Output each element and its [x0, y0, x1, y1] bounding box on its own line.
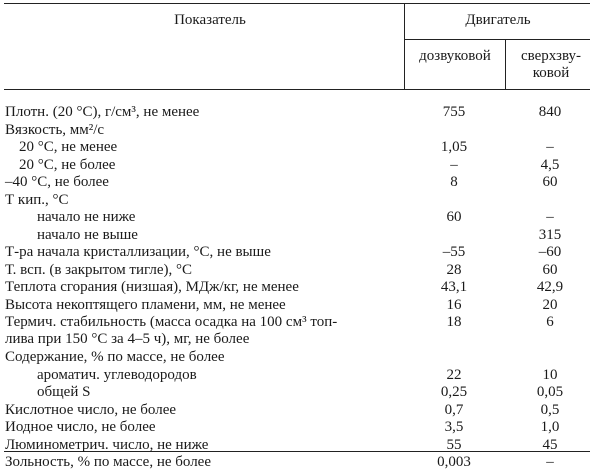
cell-supersonic: 840: [538, 104, 562, 120]
cell-subsonic: 1,05: [440, 139, 468, 155]
cell-subsonic: 0,003: [437, 454, 471, 470]
cell-supersonic: –: [546, 209, 554, 225]
header-subsonic: дозвуковой: [419, 48, 491, 64]
table-row: [0, 402, 596, 420]
row-label: [5, 437, 405, 454]
header-engine: Двигатель: [465, 12, 531, 28]
cell-supersonic: 0,05: [536, 384, 564, 400]
cell-subsonic: –: [450, 156, 458, 173]
header-indicator: Показатель: [174, 12, 246, 28]
table-row: [0, 384, 596, 402]
row-label: [19, 157, 419, 174]
table-row: [0, 122, 596, 140]
row-label-text: Теплота сгорания (низшая), МДж/кг, не менее: [5, 279, 299, 295]
row-label-text: Вязкость, мм²/с: [5, 121, 105, 138]
row-label: [5, 174, 405, 191]
cell-subsonic: 18: [446, 314, 462, 330]
table-row: [0, 157, 596, 175]
table-row: [0, 349, 596, 367]
row-label-text: Высота некоптящего пламени, мм, не менее: [5, 296, 286, 313]
row-label: [5, 349, 405, 366]
table-row: [0, 262, 596, 280]
cell-supersonic: 0,5: [540, 401, 560, 418]
row-label-text: Т-ра начала кристаллизации, °С, не выше: [5, 244, 271, 260]
row-label: [37, 384, 437, 401]
header-supersonic-line2: ковой: [532, 65, 570, 81]
cell-subsonic: –55: [442, 244, 466, 260]
row-label: [37, 367, 437, 384]
cell-subsonic: 22: [446, 366, 462, 383]
row-label-text: Термич. стабильность (масса осадка на 100 см³ топ-: [5, 314, 338, 330]
table-row: [0, 244, 596, 262]
cell-supersonic: –: [546, 454, 554, 470]
row-label: [5, 122, 405, 139]
header-bottom-rule: [4, 89, 590, 90]
row-label: [5, 419, 405, 436]
cell-subsonic: 55: [446, 436, 462, 453]
table-row: [0, 314, 596, 349]
cell-subsonic: 3,5: [444, 419, 464, 435]
table-row: [0, 297, 596, 315]
row-label-text: –40 °С, не более: [5, 174, 109, 190]
row-label-text-continued: лива при 150 °С за 4–5 ч), мг, не более: [5, 331, 250, 347]
row-label-text: 20 °С, не менее: [19, 139, 118, 155]
row-label: [37, 209, 437, 226]
table-row: [0, 279, 596, 297]
cell-supersonic: 1,0: [540, 419, 560, 435]
cell-supersonic: 10: [542, 366, 558, 383]
table-row: [0, 139, 596, 157]
top-rule: [4, 3, 590, 4]
row-label: [5, 279, 405, 296]
cell-subsonic: 28: [446, 261, 462, 278]
header-supersonic-line1: сверхзву-: [520, 48, 582, 64]
row-label-text: Т кип., °С: [5, 191, 69, 208]
header-supersonic: [506, 48, 596, 82]
row-label-text: Плотн. (20 °С), г/см³, не менее: [5, 104, 200, 120]
cell-supersonic: 45: [542, 436, 558, 453]
row-label: [5, 262, 405, 279]
row-label-text: Иодное число, не более: [5, 419, 156, 435]
cell-subsonic: 60: [446, 209, 462, 225]
table-row: [0, 419, 596, 437]
table-row: [0, 209, 596, 227]
cell-supersonic: 4,5: [540, 156, 560, 173]
row-label-text: начало не выше: [37, 226, 138, 243]
cell-supersonic: 60: [542, 261, 558, 278]
table-row: [0, 192, 596, 210]
row-label-text: Т. всп. (в закрытом тигле), °С: [5, 261, 193, 278]
cell-subsonic: 16: [446, 296, 462, 313]
row-label: [5, 192, 405, 209]
cell-subsonic: 43,1: [440, 279, 468, 295]
row-label: [5, 104, 405, 121]
row-label-text: Зольность, % по массе, не более: [5, 454, 211, 470]
table-row: [0, 227, 596, 245]
table-row: [0, 174, 596, 192]
cell-supersonic: 60: [542, 174, 558, 190]
row-label-text: общей S: [37, 384, 91, 400]
row-label-text: ароматич. углеводородов: [37, 366, 197, 383]
row-label-text: Люминометрич. число, не ниже: [5, 436, 209, 453]
cell-supersonic: 6: [546, 314, 554, 330]
row-label-text: 20 °С, не более: [19, 156, 116, 173]
row-label: [5, 244, 405, 261]
row-label-text: Содержание, % по массе, не более: [5, 349, 225, 365]
table-row: [0, 367, 596, 385]
cell-subsonic: 755: [442, 104, 466, 120]
table-row: [0, 454, 596, 472]
cell-subsonic: 8: [450, 174, 458, 190]
cell-supersonic: 20: [542, 296, 558, 313]
row-label: [5, 454, 405, 471]
table-row: [0, 437, 596, 455]
table-row: [0, 104, 596, 122]
row-label-text: начало не ниже: [37, 209, 136, 225]
table-body: [0, 104, 596, 472]
row-label-text: Кислотное число, не более: [5, 401, 177, 418]
cell-subsonic: 0,25: [440, 384, 468, 400]
row-label: [5, 297, 405, 314]
cell-supersonic: 42,9: [536, 279, 564, 295]
cell-subsonic: 0,7: [444, 401, 464, 418]
engine-subheader-rule: [404, 39, 590, 40]
cell-supersonic: –60: [538, 244, 562, 260]
row-label: [5, 314, 405, 348]
cell-supersonic: –: [546, 139, 554, 155]
cell-supersonic: 315: [538, 226, 562, 243]
row-label: [5, 402, 405, 419]
row-label: [37, 227, 437, 244]
row-label: [19, 139, 419, 156]
